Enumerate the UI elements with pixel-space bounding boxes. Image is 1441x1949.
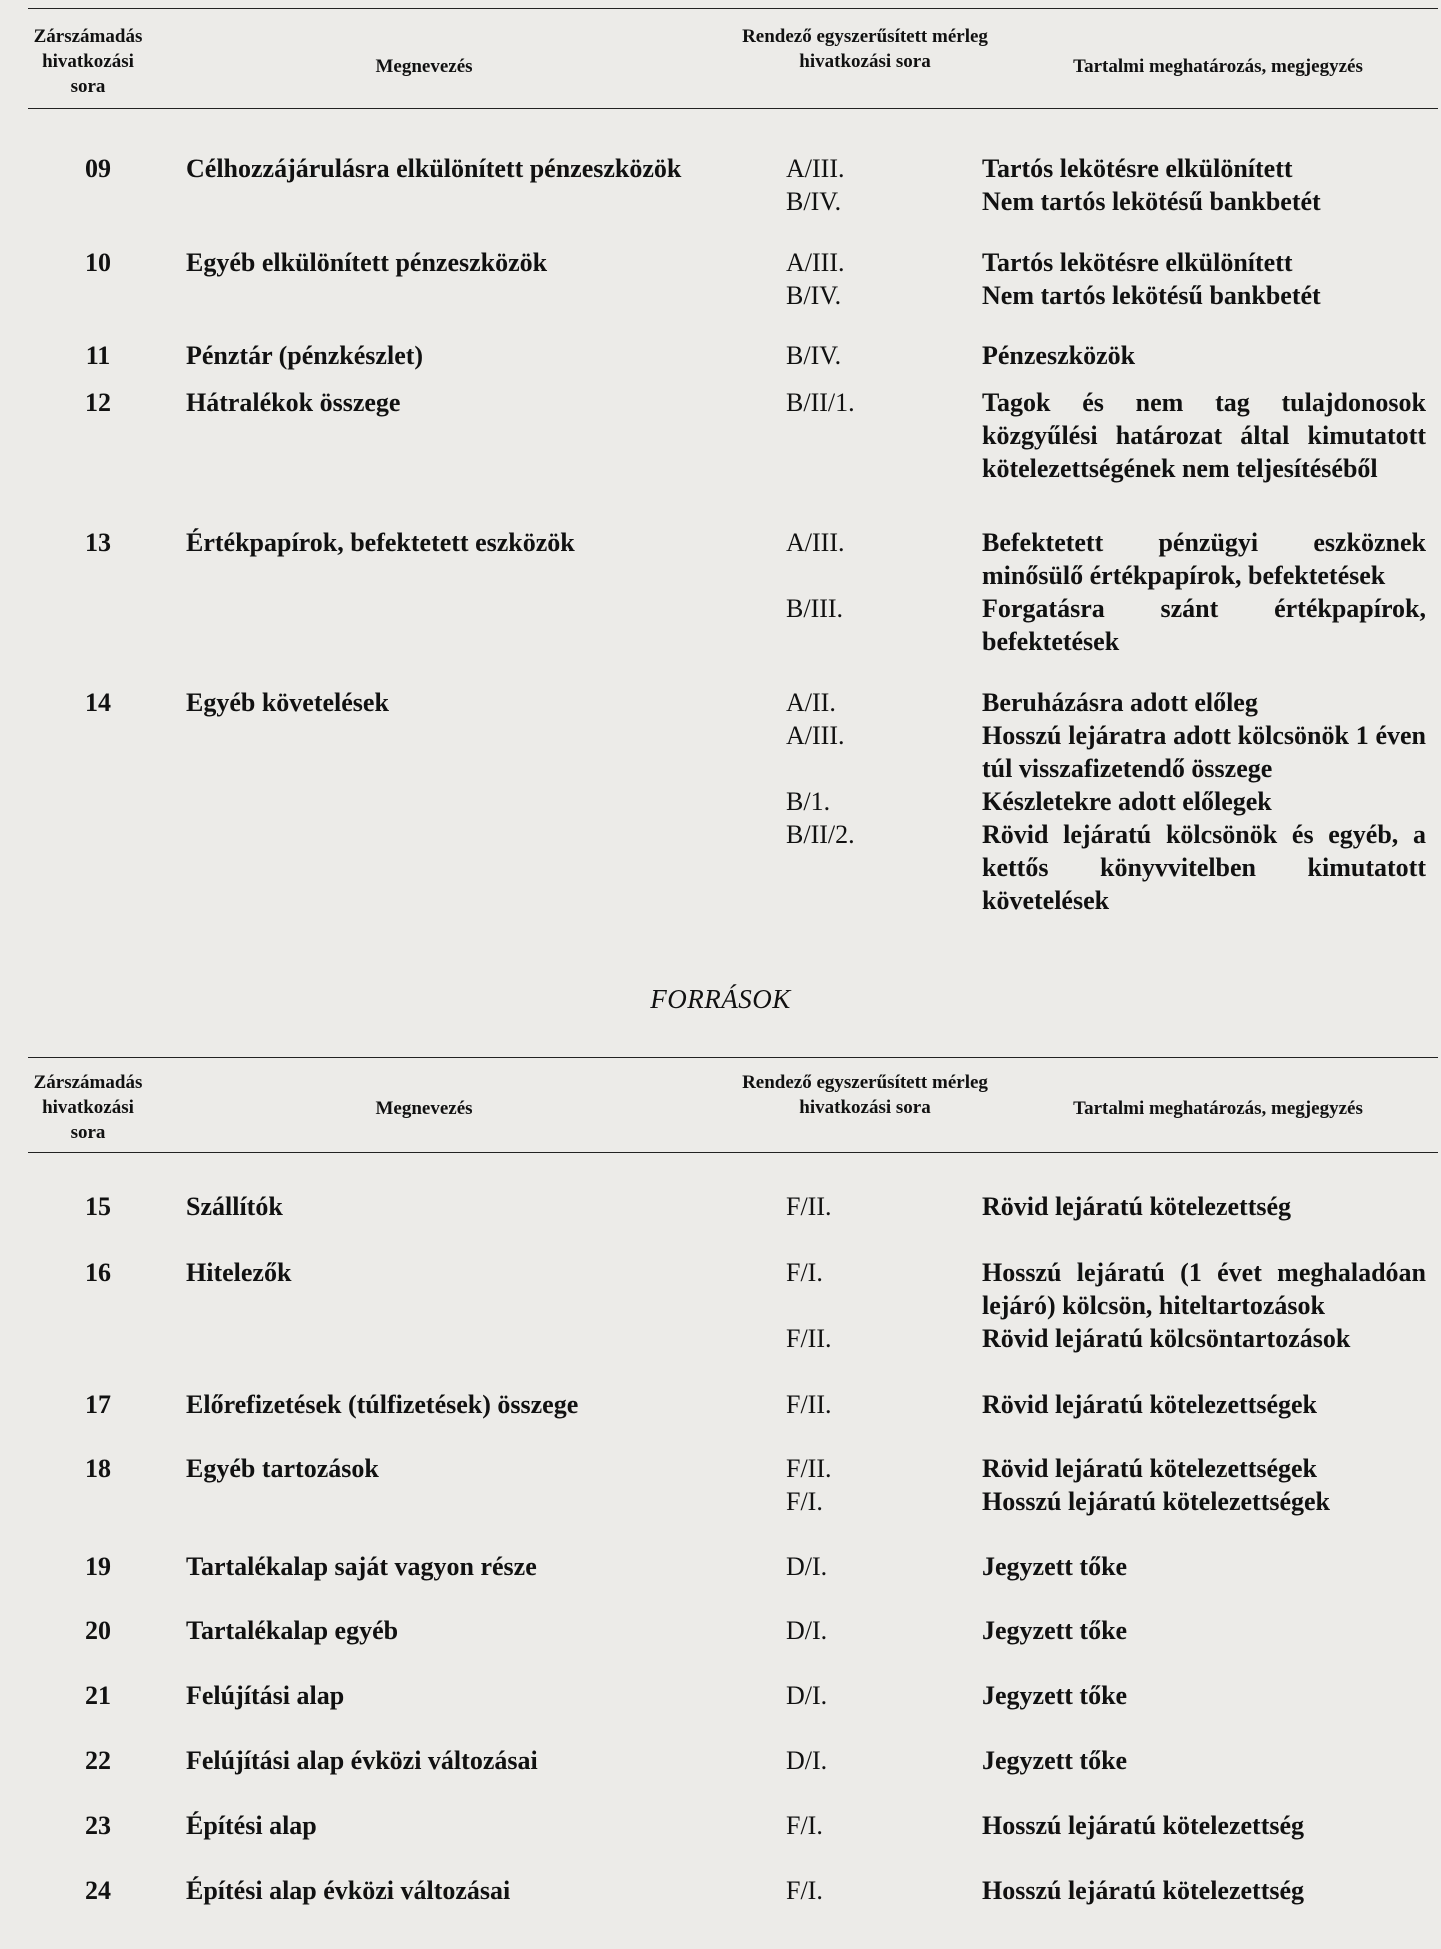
row-refs <box>786 339 956 372</box>
description: Forgatásra szánt értékpapírok, befektetések <box>982 594 1426 656</box>
row-name: Tartalékalap saját vagyon része <box>186 1552 537 1581</box>
row-number: 10 <box>85 248 111 277</box>
description: Hosszú lejáratú kötelezettség <box>982 1811 1305 1840</box>
ref-code: D/I. <box>786 1616 828 1645</box>
description: Rövid lejáratú kötelezettség <box>982 1192 1292 1221</box>
row-name: Célhozzájárulásra elkülönített pénzeszközök <box>186 154 682 183</box>
row-refs <box>786 1679 956 1712</box>
row-name: Pénztár (pénzkészlet) <box>186 341 424 370</box>
row-descriptions <box>982 246 1426 312</box>
ref-code: B/II/2. <box>786 820 855 849</box>
row-descriptions <box>982 1744 1426 1777</box>
description: Nem tartós lekötésű bankbetét <box>982 187 1321 216</box>
ref-code: D/I. <box>786 1681 828 1710</box>
table-header-rule <box>28 1152 1438 1153</box>
ref-code: B/IV. <box>786 341 842 370</box>
row-number: 22 <box>85 1746 111 1775</box>
row-name: Építési alap évközi változásai <box>186 1876 511 1905</box>
row-refs <box>786 152 956 218</box>
row-descriptions <box>982 1190 1426 1223</box>
row-descriptions <box>982 1550 1426 1583</box>
row-number: 13 <box>85 528 111 557</box>
row-refs <box>786 386 956 419</box>
ref-code: A/III. <box>786 528 845 557</box>
row-name: Hátralékok összege <box>186 388 401 417</box>
description: Készletekre adott előlegek <box>982 787 1272 816</box>
description: Rövid lejáratú kötelezettségek <box>982 1390 1318 1419</box>
table-top-rule <box>28 1057 1438 1058</box>
table-top-rule <box>28 8 1438 9</box>
row-name: Tartalékalap egyéb <box>186 1616 399 1645</box>
row-refs <box>786 686 956 851</box>
header-ref-row: Zárszámadás hivatkozási sora <box>33 1072 143 1143</box>
section-title: FORRÁSOK <box>650 984 791 1014</box>
row-number: 19 <box>85 1552 111 1581</box>
header-balance-ref: Rendező egyszerűsített mérleg hivatkozási sora <box>742 26 988 72</box>
row-refs <box>786 1614 956 1647</box>
description: Pénzeszközök <box>982 341 1136 370</box>
description: Rövid lejáratú kötelezettségek <box>982 1454 1318 1483</box>
description: Jegyzett tőke <box>982 1746 1128 1775</box>
row-name: Építési alap <box>186 1811 317 1840</box>
ref-code: F/I. <box>786 1811 823 1840</box>
row-descriptions <box>982 1614 1426 1647</box>
row-descriptions <box>982 339 1426 372</box>
row-descriptions <box>982 386 1426 485</box>
description: Tagok és nem tag tulajdonosok közgyűlési határozat által kimutatott kötelezettségének nem teljesítéséből <box>982 388 1426 483</box>
row-number: 18 <box>85 1454 111 1483</box>
row-refs <box>786 1744 956 1777</box>
ref-code: A/III. <box>786 154 845 183</box>
description: Jegyzett tőke <box>982 1552 1128 1581</box>
description: Tartós lekötésre elkülönített <box>982 248 1293 277</box>
row-number: 24 <box>85 1876 111 1905</box>
header-name: Megnevezés <box>375 56 473 77</box>
description: Jegyzett tőke <box>982 1681 1128 1710</box>
ref-code: D/I. <box>786 1746 828 1775</box>
description: Hosszú lejáratú kötelezettségek <box>982 1487 1331 1516</box>
row-name: Szállítók <box>186 1192 283 1221</box>
ref-code: F/II. <box>786 1454 832 1483</box>
row-descriptions <box>982 686 1426 917</box>
ref-code: A/III. <box>786 248 845 277</box>
header-name: Megnevezés <box>375 1098 473 1119</box>
row-name: Hitelezők <box>186 1258 292 1287</box>
row-name: Értékpapírok, befektetett eszközök <box>186 528 575 557</box>
row-number: 11 <box>85 341 111 370</box>
description: Jegyzett tőke <box>982 1616 1128 1645</box>
row-refs <box>786 1388 956 1421</box>
row-refs <box>786 1190 956 1223</box>
ref-code: F/II. <box>786 1390 832 1419</box>
ref-code: F/I. <box>786 1876 823 1905</box>
ref-code: F/I. <box>786 1258 823 1287</box>
description: Hosszú lejáratú kötelezettség <box>982 1876 1305 1905</box>
ref-code: F/I. <box>786 1487 823 1516</box>
row-refs <box>786 1874 956 1907</box>
ref-code: A/III. <box>786 721 845 750</box>
row-descriptions <box>982 1388 1426 1421</box>
description: Befektetett pénzügyi eszköznek minősülő értékpapírok, befektetések <box>982 528 1426 590</box>
row-name: Felújítási alap <box>186 1681 345 1710</box>
ref-code: A/II. <box>786 688 836 717</box>
table-header-rule <box>28 108 1438 109</box>
row-descriptions <box>982 1452 1426 1518</box>
header-content: Tartalmi meghatározás, megjegyzés <box>1073 1098 1363 1119</box>
row-number: 21 <box>85 1681 111 1710</box>
row-name: Egyéb elkülönített pénzeszközök <box>186 248 548 277</box>
row-name: Előrefizetések (túlfizetések) összege <box>186 1390 579 1419</box>
row-number: 09 <box>85 154 111 183</box>
ref-code: B/II/1. <box>786 388 855 417</box>
row-descriptions <box>982 1809 1426 1842</box>
row-descriptions <box>982 526 1426 658</box>
row-number: 14 <box>85 688 111 717</box>
row-number: 12 <box>85 388 111 417</box>
row-name: Felújítási alap évközi változásai <box>186 1746 538 1775</box>
ref-code: B/IV. <box>786 281 842 310</box>
row-number: 15 <box>85 1192 111 1221</box>
description: Nem tartós lekötésű bankbetét <box>982 281 1321 310</box>
description: Hosszú lejáratú (1 évet meghaladóan lejáró) kölcsön, hiteltartozások <box>982 1258 1426 1320</box>
row-descriptions <box>982 1874 1426 1907</box>
row-refs <box>786 246 956 312</box>
row-refs <box>786 1256 956 1355</box>
row-refs <box>786 1809 956 1842</box>
description: Rövid lejáratú kölcsönök és egyéb, a kettős könyvvitelben kimutatott követelések <box>982 820 1426 915</box>
ref-code: B/IV. <box>786 187 842 216</box>
row-name: Egyéb tartozások <box>186 1454 379 1483</box>
header-ref-row: Zárszámadás hivatkozási sora <box>33 26 143 97</box>
row-descriptions <box>982 152 1426 218</box>
row-refs <box>786 526 956 625</box>
ref-code: B/1. <box>786 787 831 816</box>
row-name: Egyéb követelések <box>186 688 389 717</box>
ref-code: B/III. <box>786 594 844 623</box>
row-number: 17 <box>85 1390 111 1419</box>
ref-code: F/II. <box>786 1324 832 1353</box>
row-descriptions <box>982 1679 1426 1712</box>
ref-code: F/II. <box>786 1192 832 1221</box>
header-balance-ref: Rendező egyszerűsített mérleg hivatkozási sora <box>742 1072 988 1118</box>
description: Beruházásra adott előleg <box>982 688 1258 717</box>
row-refs <box>786 1452 956 1518</box>
description: Rövid lejáratú kölcsöntartozások <box>982 1324 1351 1353</box>
header-content: Tartalmi meghatározás, megjegyzés <box>1073 56 1363 77</box>
row-refs <box>786 1550 956 1583</box>
row-descriptions <box>982 1256 1426 1355</box>
row-number: 16 <box>85 1258 111 1287</box>
row-number: 23 <box>85 1811 111 1840</box>
ref-code: D/I. <box>786 1552 828 1581</box>
description: Hosszú lejáratra adott kölcsönök 1 éven túl visszafizetendő összege <box>982 721 1426 783</box>
row-number: 20 <box>85 1616 111 1645</box>
description: Tartós lekötésre elkülönített <box>982 154 1293 183</box>
